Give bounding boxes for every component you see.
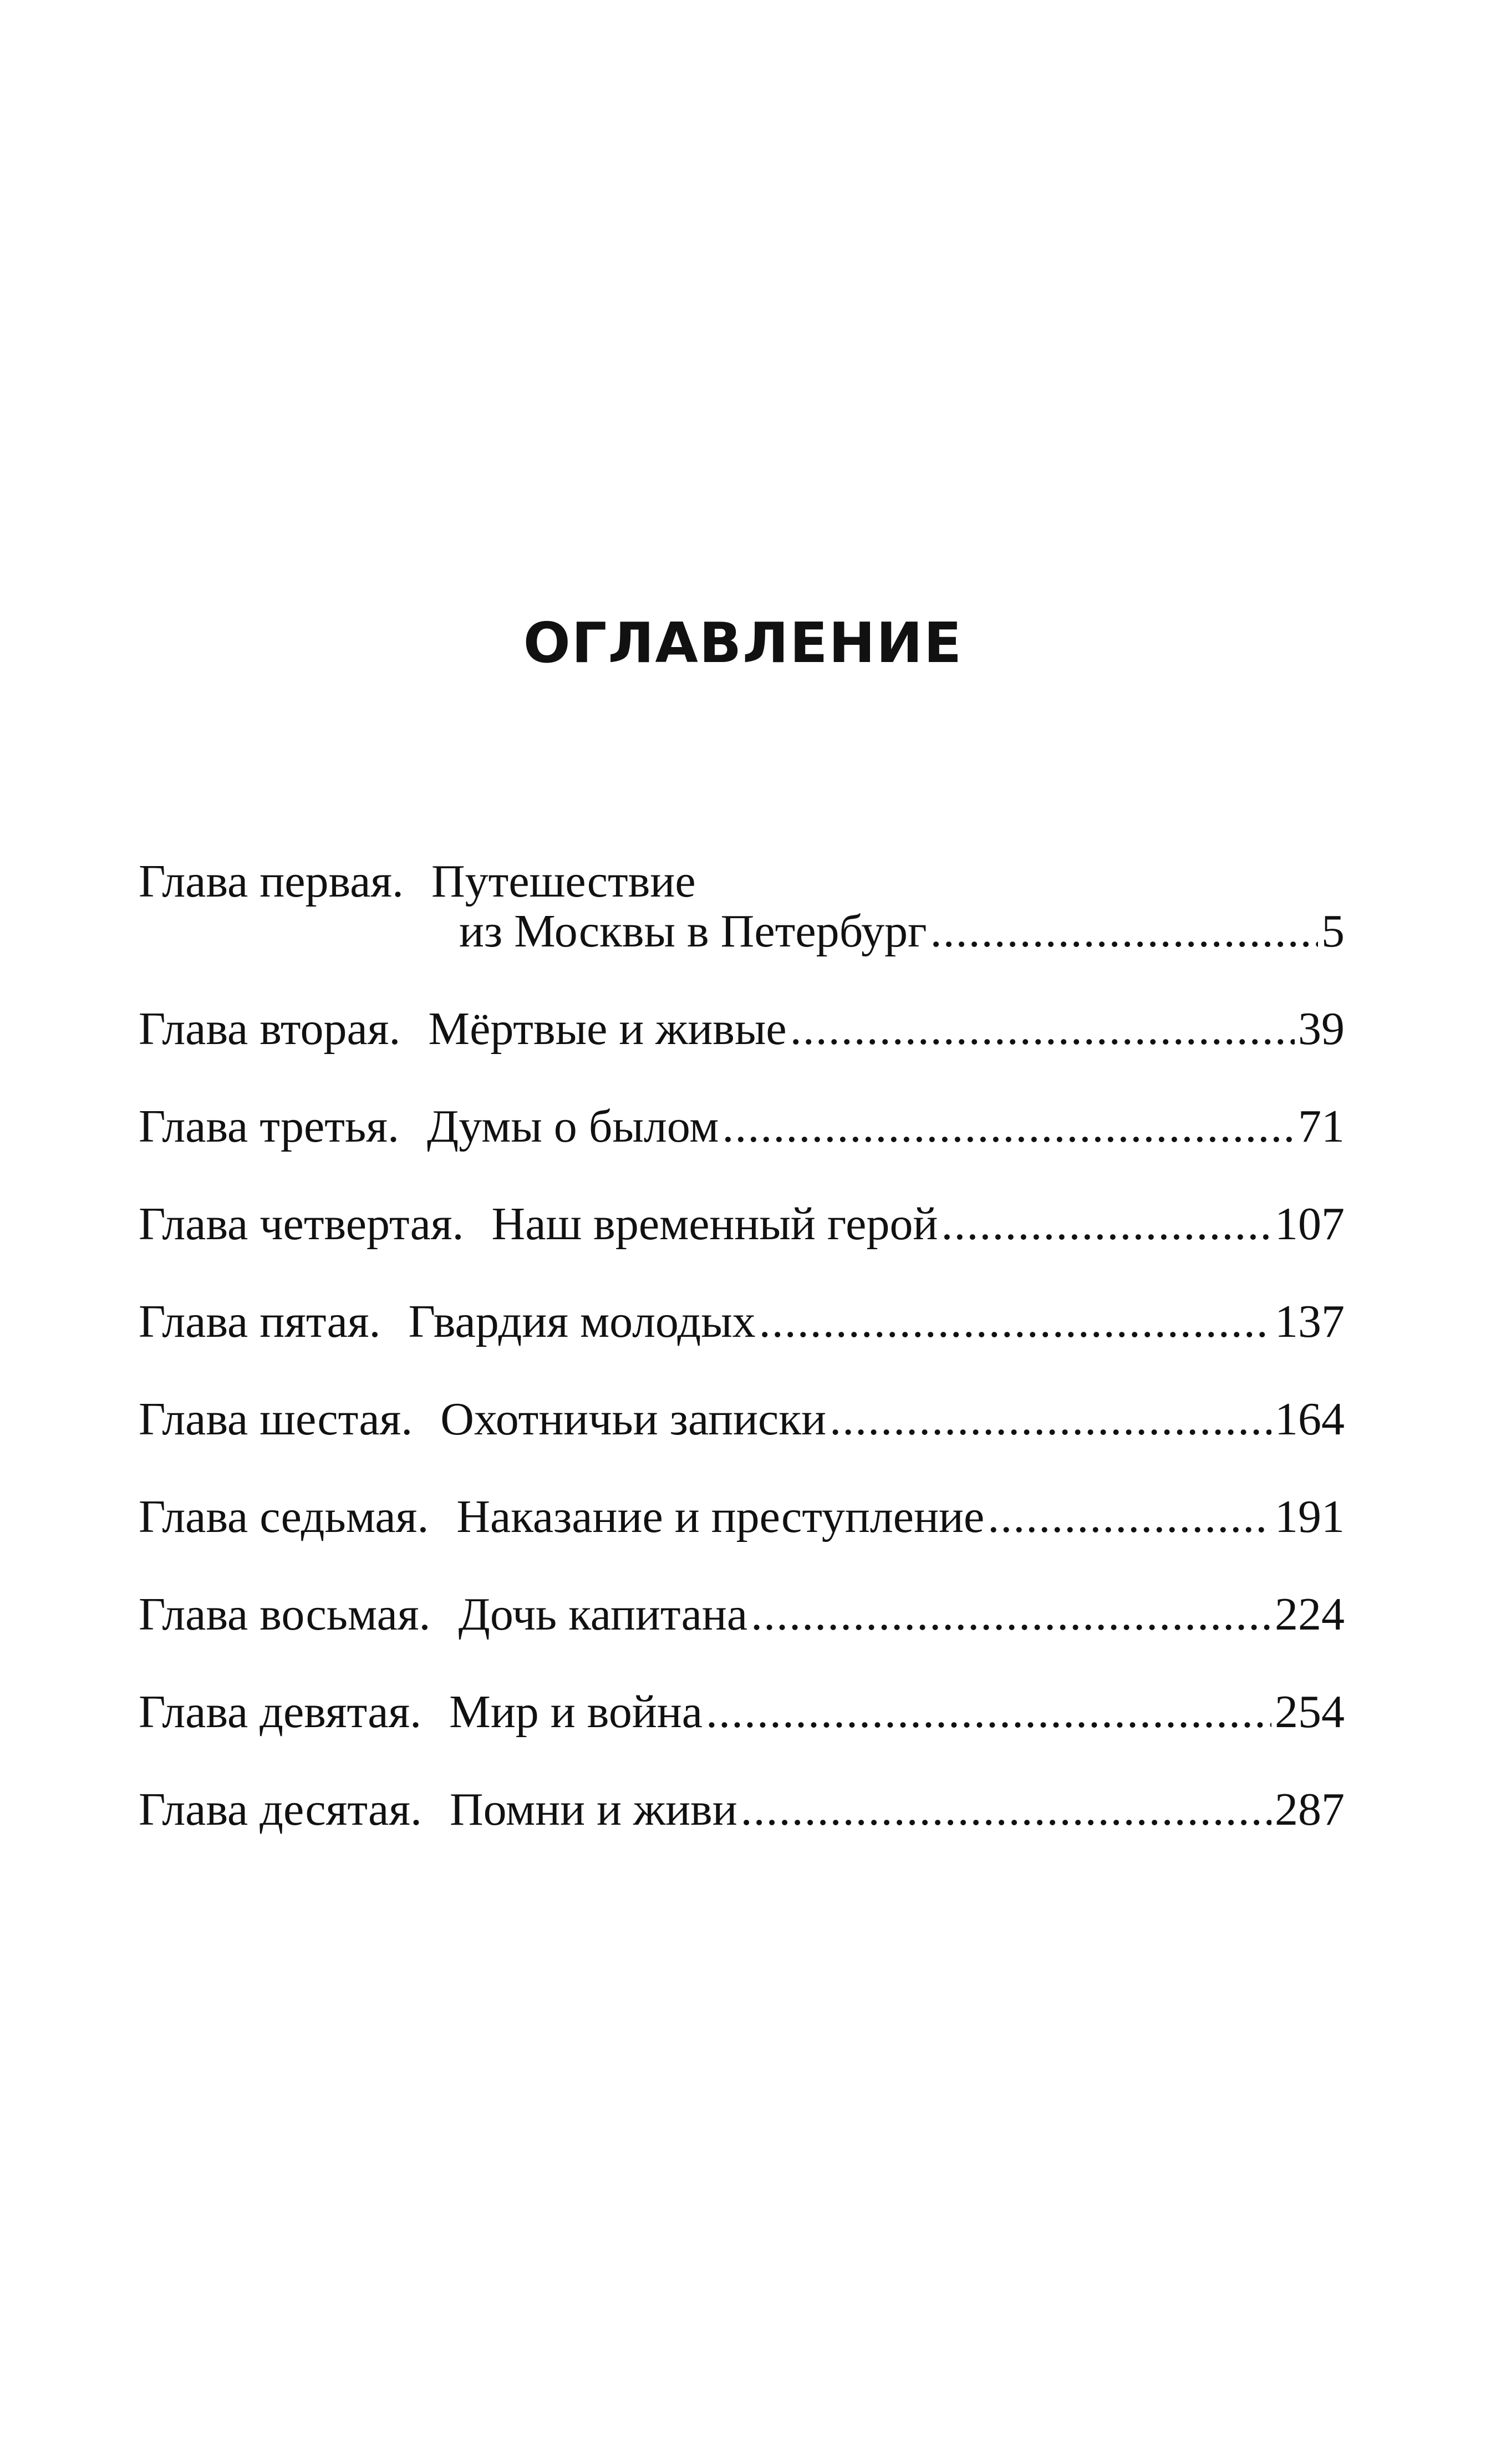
page-number: 71 [1298, 1101, 1345, 1152]
chapter-title: Мир и война [449, 1686, 703, 1738]
toc-entry [139, 1099, 1345, 1197]
dot-leader [790, 1001, 1295, 1057]
chapter-title: Наказание и преступление [456, 1491, 985, 1542]
toc-entry [139, 854, 1345, 1001]
table-of-contents [139, 854, 1345, 1880]
dot-leader [722, 1099, 1295, 1154]
toc-entry [139, 1684, 1345, 1782]
chapter-title: Охотничьи записки [440, 1393, 827, 1445]
chapter-label: Глава пятая. [139, 1296, 381, 1347]
chapter-label: Глава шестая. [139, 1393, 413, 1445]
page-number: 5 [1321, 905, 1345, 957]
chapter-title-continued: из Москвы в Петербург [459, 905, 927, 957]
toc-entry-line-continued [139, 904, 1345, 959]
chapter-label: Глава третья. [139, 1101, 399, 1152]
toc-entry [139, 1197, 1345, 1294]
dot-leader [930, 904, 1318, 959]
chapter-title: Дочь капитана [458, 1589, 748, 1640]
toc-entry-line [139, 1294, 1345, 1350]
chapter-label: Глава девятая. [139, 1686, 422, 1738]
toc-entry-line [139, 1197, 1345, 1252]
chapter-label: Глава седьмая. [139, 1491, 429, 1542]
toc-entry [139, 1001, 1345, 1099]
toc-entry [139, 1489, 1345, 1587]
chapter-title: Гвардия молодых [408, 1296, 756, 1347]
dot-leader [741, 1782, 1271, 1837]
toc-entry-line [139, 1587, 1345, 1642]
chapter-title: Думы о былом [426, 1101, 719, 1152]
toc-entry-line [139, 1001, 1345, 1057]
chapter-label: Глава восьмая. [139, 1589, 431, 1640]
chapter-label: Глава четвертая. [139, 1198, 464, 1250]
toc-entry [139, 1587, 1345, 1684]
dot-leader [706, 1684, 1271, 1740]
toc-entry-line [139, 1099, 1345, 1154]
page-number: 107 [1275, 1198, 1345, 1250]
toc-entry-line [139, 854, 1345, 909]
chapter-title: Наш временный герой [491, 1198, 938, 1250]
toc-entry [139, 1294, 1345, 1392]
toc-entry-line [139, 1392, 1345, 1447]
chapter-title: Помни и живи [449, 1784, 737, 1835]
toc-entry [139, 1782, 1345, 1880]
page-number: 137 [1275, 1296, 1345, 1347]
page-number: 254 [1275, 1686, 1345, 1738]
dot-leader [751, 1587, 1271, 1642]
chapter-label: Глава первая. [139, 856, 404, 907]
chapter-title: Мёртвые и живые [428, 1003, 787, 1055]
page-number: 164 [1275, 1393, 1345, 1445]
toc-entry-line [139, 1489, 1345, 1545]
chapter-title: Путешествие [431, 856, 696, 907]
dot-leader [941, 1197, 1271, 1252]
page-title: ОГЛАВЛЕНИЕ [523, 610, 963, 675]
page-number: 287 [1275, 1784, 1345, 1835]
dot-leader [988, 1489, 1271, 1545]
page-number: 224 [1275, 1589, 1345, 1640]
chapter-label: Глава десятая. [139, 1784, 422, 1835]
dot-leader [829, 1392, 1271, 1447]
dot-leader [759, 1294, 1271, 1350]
page-number: 191 [1275, 1491, 1345, 1542]
toc-entry [139, 1392, 1345, 1489]
page-number: 39 [1298, 1003, 1345, 1055]
chapter-label: Глава вторая. [139, 1003, 401, 1055]
toc-entry-line [139, 1782, 1345, 1837]
toc-entry-line [139, 1684, 1345, 1740]
